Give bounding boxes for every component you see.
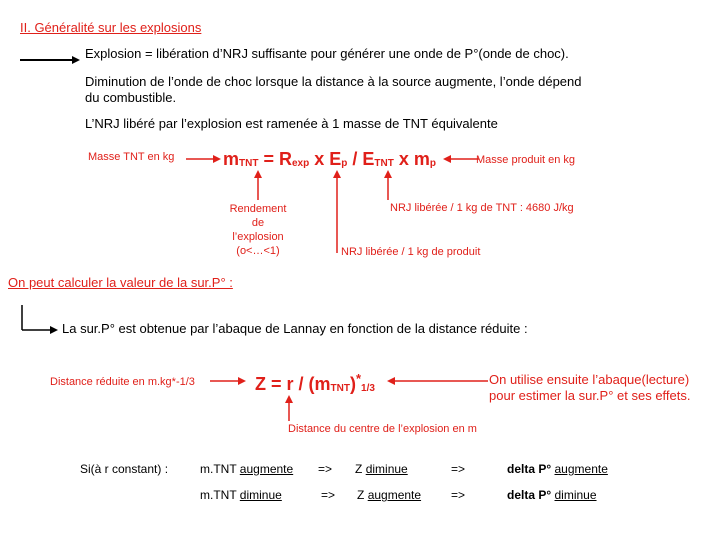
reduced-distance-formula: $Z = r / (m_{TNT})^*_{1/3}$ [255,371,375,394]
label-masse-tnt: Masse TNT en kg [88,151,175,163]
rule-row-1-a: m.TNT augmente [200,462,294,476]
label-nrj-tnt: NRJ libérée / 1 kg de TNT : 4680 J/kg [390,202,574,214]
rule-row-1-c: delta P° augmente [507,462,608,476]
shockwave-text [85,74,582,106]
label-distance-reduite: Distance réduite en m.kg*-1/3 [50,376,195,388]
rule-row-1-arrow-1: => [318,462,333,476]
rule-prefix: Si(à r constant) : [80,462,169,476]
label-rendement: Rendement de l’explosion (o<…<1) [229,203,287,257]
shockwave-line-2: du combustible. [85,90,177,105]
tnt-mass-formula: $m_{TNT} = R_{exp}$ x $E_p / E_{TNT}$ x $m_p$ [223,149,436,169]
shockwave-line-1: Diminution de l’onde de choc lorsque la distance à la source augmente, l’onde dépend [85,74,582,89]
calc-heading: On peut calculer la valeur de la sur.P° : [8,275,233,290]
label-abaque: On utilise ensuite l’abaque(lecture) pour estimer la sur.P° et ses effets. [489,372,691,403]
rule-row-2-b: Z augmente [357,488,422,502]
definition-text: Explosion = libération d’NRJ suffisante pour générer une onde de P°(onde de choc). [85,46,569,61]
rule-row-2-arrow-2: => [451,488,466,502]
label-nrj-produit: NRJ libérée / 1 kg de produit [341,246,481,258]
section-title: II. Généralité sur les explosions [20,20,202,35]
label-masse-produit: Masse produit en kg [476,154,576,166]
rule-row-1-arrow-2: => [451,462,466,476]
rule-row-2-c: delta P° diminue [507,488,597,502]
rule-row-2-a: m.TNT diminue [200,488,282,502]
rule-row-2-arrow-1: => [321,488,336,502]
tnt-equivalence-text: L’NRJ libéré par l’explosion est ramenée à 1 masse de TNT équivalente [85,116,498,131]
abaque-sentence: La sur.P° est obtenue par l’abaque de Lannay en fonction de la distance réduite : [62,321,528,336]
rule-row-1-b: Z diminue [355,462,408,476]
label-distance-centre: Distance du centre de l’explosion en m [288,423,477,435]
